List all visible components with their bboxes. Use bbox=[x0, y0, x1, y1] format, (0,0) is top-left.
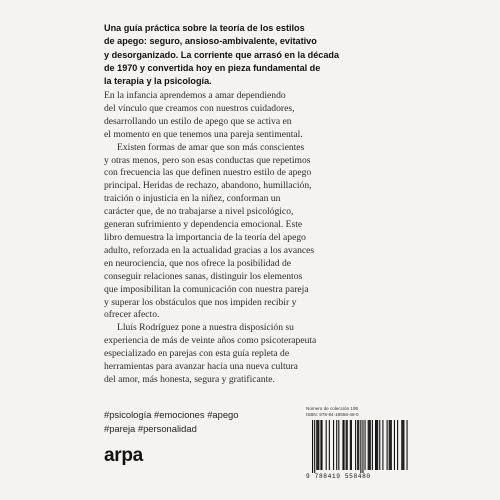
barcode-bar bbox=[344, 420, 345, 470]
barcode-bar bbox=[326, 420, 327, 470]
barcode-bar bbox=[329, 420, 330, 470]
barcode-bar bbox=[375, 420, 376, 470]
barcode-bar bbox=[402, 420, 403, 470]
barcode-bar bbox=[403, 420, 404, 470]
barcode-bar bbox=[368, 420, 369, 470]
barcode-bar bbox=[394, 420, 395, 470]
barcode-bar bbox=[316, 420, 317, 470]
paragraph-3 bbox=[104, 322, 328, 387]
barcode-bar bbox=[333, 420, 334, 470]
barcode-bar bbox=[321, 420, 322, 470]
barcode-bar bbox=[382, 420, 383, 470]
text-line: el momento en que tenemos una pareja sentimental. bbox=[104, 128, 303, 140]
text-line: generan sufrimiento y dependencia emocional. Este bbox=[104, 219, 303, 231]
intro-line: y desorganizado. La corriente que arrasó en la década bbox=[104, 49, 340, 60]
barcode-bar bbox=[342, 420, 343, 470]
barcode-bar bbox=[397, 420, 398, 470]
barcode-bar bbox=[377, 420, 378, 470]
barcode-bar bbox=[376, 420, 377, 470]
text-line: En la infancia aprendemos a amar dependiendo bbox=[104, 90, 286, 101]
barcode-bar bbox=[369, 420, 370, 470]
barcode-bar bbox=[338, 420, 339, 470]
barcode-icon bbox=[306, 420, 408, 474]
text-line: herramientas para avanzar hacia una nueva cultura bbox=[104, 361, 298, 373]
barcode-block bbox=[306, 406, 408, 482]
barcode-bar bbox=[317, 420, 318, 470]
text-line: carácter que, de no trabajarse a nivel psicológico, bbox=[104, 206, 294, 218]
intro-line: Una guía práctica sobre la teoría de los estilos bbox=[104, 23, 305, 33]
hashtags-line-2: #pareja #personalidad bbox=[104, 422, 197, 434]
barcode-bar bbox=[346, 420, 347, 470]
intro-line: la terapia y la psicología. bbox=[104, 76, 212, 87]
barcode-bar bbox=[351, 420, 352, 470]
barcode-bar bbox=[312, 420, 313, 473]
text-line: libro demuestra la importancia de la teoría del apego bbox=[104, 231, 306, 243]
publisher-logo: arpa bbox=[104, 445, 143, 466]
barcode-bar bbox=[372, 420, 373, 470]
text-line: y superar los obstáculos que nos impiden recibir y bbox=[104, 296, 297, 308]
barcode-bar bbox=[355, 420, 356, 470]
intro-line: de apego: seguro, ansioso-ambivalente, evitativo bbox=[104, 36, 317, 47]
barcode-digits: 9 788419 558480 bbox=[306, 473, 371, 480]
barcode-bar bbox=[389, 420, 390, 470]
isbn-label: ISBN: 978-84-19558-48-0 bbox=[306, 412, 359, 417]
barcode-bar bbox=[390, 420, 391, 470]
text-line: del amor, más honesta, segura y gratificante. bbox=[104, 373, 275, 385]
text-line: adulto, reforzada en la actualidad gracias a los avances bbox=[104, 244, 315, 256]
barcode-bar bbox=[357, 420, 358, 470]
text-line: Existen formas de amar que son más conscientes bbox=[117, 141, 305, 153]
text-line: ofrecer afecto. bbox=[104, 309, 160, 321]
barcode-bar bbox=[365, 420, 366, 470]
barcode-bar bbox=[360, 420, 361, 473]
paragraph-2 bbox=[104, 142, 328, 323]
barcode-bar bbox=[320, 420, 321, 470]
text-line: con frecuencia las que definen nuestro estilo de apego bbox=[104, 167, 312, 179]
barcode-bar bbox=[358, 420, 359, 470]
barcode-bar bbox=[391, 420, 392, 470]
barcode-bar bbox=[347, 420, 348, 470]
barcode-bar bbox=[314, 420, 315, 473]
text-line: y otras menos, pero son esas conductas que repetimos bbox=[104, 154, 311, 166]
barcode-bar bbox=[401, 420, 402, 470]
text-line: conseguir relaciones sanas, distinguir los elementos bbox=[104, 270, 303, 282]
text-line: que imposibilitan la comunicación con nuestra pareja bbox=[104, 283, 309, 295]
text-line: en neurociencia, que nos ofrece la posibilidad de bbox=[104, 257, 292, 269]
collection-number: Número de colección 195 bbox=[306, 406, 359, 411]
text-line: Lluís Rodríguez pone a nuestra disposición su bbox=[117, 322, 294, 334]
barcode-bar bbox=[370, 420, 371, 470]
text-line: principal. Heridas de rechazo, abandono, humillación, bbox=[104, 180, 312, 192]
barcode-bar bbox=[407, 420, 408, 470]
hashtags bbox=[104, 408, 304, 435]
intro-line: de 1970 y convertida hoy en pieza fundamental de bbox=[104, 62, 321, 73]
description-body bbox=[104, 90, 328, 387]
barcode-bar bbox=[362, 420, 363, 473]
text-line: experiencia de más de veinte años como psicoterapeuta bbox=[104, 335, 317, 347]
text-line: traición o injusticia en la niñez, conforman un bbox=[104, 193, 281, 205]
text-line: del vínculo que creamos con nuestros cuidadores, bbox=[104, 102, 295, 114]
barcode-bar bbox=[318, 420, 319, 470]
paragraph-1 bbox=[104, 90, 328, 142]
text-line: especializado en parejas con esta guía repleta de bbox=[104, 348, 290, 360]
intro-summary bbox=[104, 22, 340, 88]
barcode-bar bbox=[336, 420, 337, 470]
text-line: desarrollando un estilo de apego que se activa en bbox=[104, 115, 292, 127]
barcode-bar bbox=[379, 420, 380, 470]
barcode-bar bbox=[350, 420, 351, 470]
hashtags-line-1: #psicología #emociones #apego bbox=[104, 409, 239, 420]
barcode-bar bbox=[387, 420, 388, 470]
